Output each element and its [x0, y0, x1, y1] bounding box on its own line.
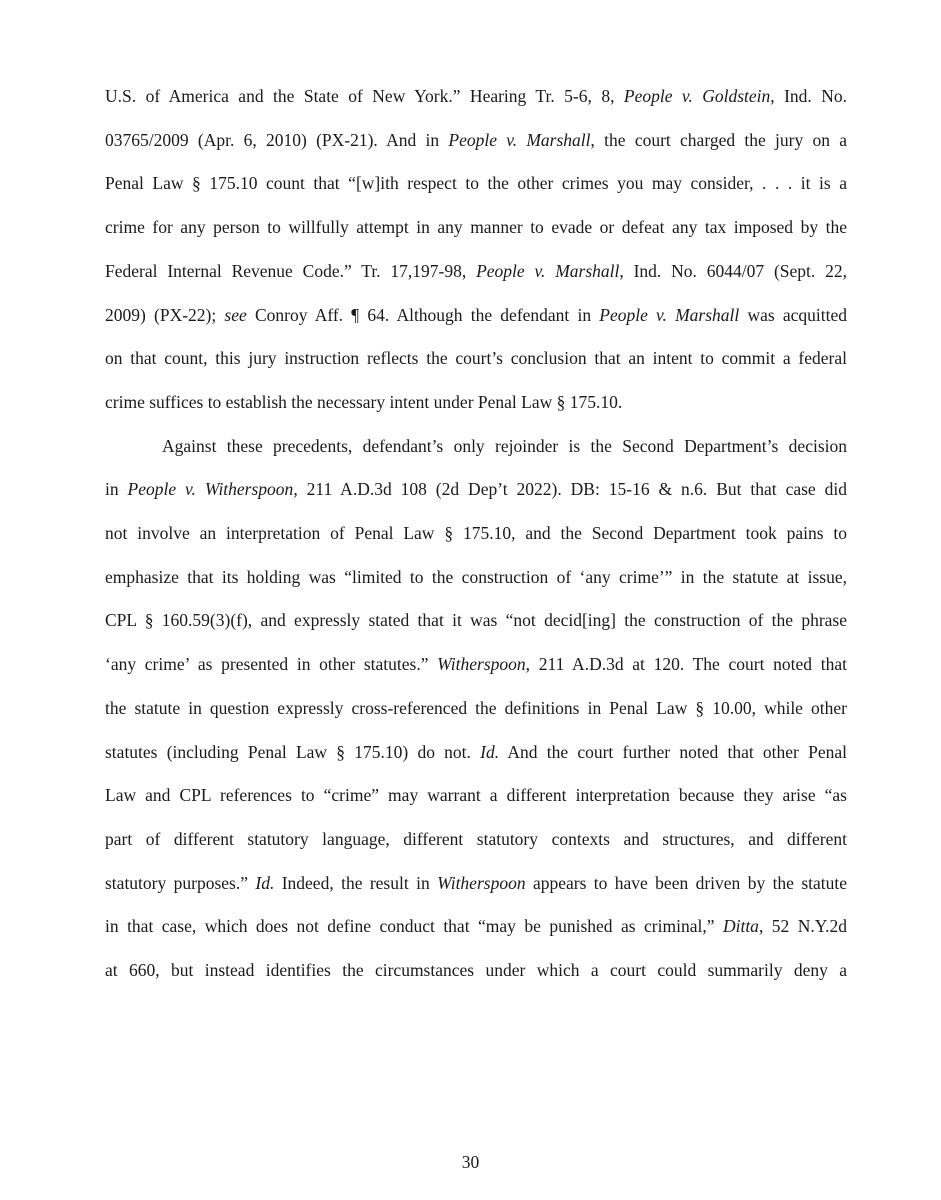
- text-line: [105, 871, 847, 895]
- text-line: [105, 696, 847, 720]
- text-line: [105, 608, 847, 632]
- text-segment: the statute in question expressly cross-referenced the definitions in Penal Law § 10.00, while other: [105, 698, 847, 718]
- italic-citation: People v. Marshall: [599, 305, 740, 325]
- text-line: [105, 565, 847, 589]
- italic-citation: People v. Marshall: [476, 261, 620, 281]
- text-line: [105, 958, 847, 982]
- text-segment: 03765/2009 (Apr. 6, 2010) (PX-21). And in: [105, 130, 449, 150]
- italic-citation: Ditta: [722, 916, 759, 936]
- text-segment: , 52 N.Y.2d: [758, 916, 847, 936]
- text-line: [105, 259, 847, 283]
- italic-citation: Witherspoon: [437, 654, 526, 674]
- text-segment: , Ind. No. 6044/07 (Sept. 22,: [619, 261, 847, 281]
- text-segment: was acquitted: [739, 305, 847, 325]
- italic-citation: Id.: [480, 742, 500, 762]
- text-line: [105, 827, 847, 851]
- text-segment: appears to have been driven by the statute: [525, 873, 848, 893]
- text-segment: Conroy Aff. ¶ 64. Although the defendant in: [246, 305, 600, 325]
- text-line: [105, 346, 847, 370]
- text-segment: , 211 A.D.3d 108 (2d Dep’t 2022). DB: 15-16 & n.6. But that case did: [293, 479, 847, 499]
- text-line: [105, 477, 847, 501]
- text-segment: in that case, which does not define conduct that “may be punished as criminal,”: [105, 916, 723, 936]
- text-line: [105, 215, 847, 239]
- text-segment: statutory purposes.”: [105, 873, 256, 893]
- text-line: [105, 914, 847, 938]
- text-segment: emphasize that its holding was “limited to the construction of ‘any crime’” in the statute at issue,: [105, 567, 847, 587]
- text-segment: , Ind. No.: [770, 86, 847, 106]
- text-segment: Penal Law § 175.10 count that “[w]ith respect to the other crimes you may consider, . . . it is a: [105, 173, 847, 193]
- text-segment: 2009) (PX-22);: [105, 305, 225, 325]
- italic-citation: People v. Marshall: [448, 130, 591, 150]
- italic-citation: Id.: [255, 873, 275, 893]
- text-segment: ‘any crime’ as presented in other statutes.”: [105, 654, 438, 674]
- text-segment: Against these precedents, defendant’s only rejoinder is the Second Department’s decision: [162, 436, 847, 456]
- text-segment: crime for any person to willfully attempt in any manner to evade or defeat any tax imposed by the: [105, 217, 847, 237]
- text-segment: CPL § 160.59(3)(f), and expressly stated that it was “not decid[ing] the construction of the phrase: [105, 610, 847, 630]
- text-line: [105, 84, 847, 108]
- text-line: [105, 128, 847, 152]
- text-line: [105, 652, 847, 676]
- text-line: [105, 740, 847, 764]
- text-segment: on that count, this jury instruction reflects the court’s conclusion that an intent to commit a federal: [105, 348, 847, 368]
- text-line: [162, 434, 847, 458]
- text-line: [105, 171, 847, 195]
- italic-citation: Witherspoon: [437, 873, 526, 893]
- text-line: [105, 783, 847, 807]
- text-segment: And the court further noted that other Penal: [499, 742, 847, 762]
- text-segment: Law and CPL references to “crime” may warrant a different interpretation because they arise “as: [105, 785, 847, 805]
- italic-citation: People v. Goldstein: [623, 86, 771, 106]
- text-segment: crime suffices to establish the necessary intent under Penal Law § 175.10.: [105, 392, 623, 412]
- text-segment: statutes (including Penal Law § 175.10) do not.: [105, 742, 481, 762]
- text-segment: not involve an interpretation of Penal Law § 175.10, and the Second Department took pains to: [105, 523, 847, 543]
- page-number: 30: [461, 1152, 480, 1172]
- italic-citation: see: [224, 305, 247, 325]
- text-segment: part of different statutory language, different statutory contexts and structures, and different: [105, 829, 847, 849]
- text-line: [105, 390, 847, 414]
- text-line: [105, 521, 847, 545]
- text-segment: in: [105, 479, 128, 499]
- text-segment: , the court charged the jury on a: [590, 130, 847, 150]
- text-segment: Indeed, the result in: [274, 873, 438, 893]
- text-segment: Federal Internal Revenue Code.” Tr. 17,197-98,: [105, 261, 477, 281]
- text-segment: , 211 A.D.3d at 120. The court noted that: [525, 654, 847, 674]
- text-segment: U.S. of America and the State of New York.” Hearing Tr. 5-6, 8,: [105, 86, 624, 106]
- text-line: [105, 303, 847, 327]
- italic-citation: People v. Witherspoon: [127, 479, 294, 499]
- text-segment: at 660, but instead identifies the circumstances under which a court could summarily deny a: [105, 960, 847, 980]
